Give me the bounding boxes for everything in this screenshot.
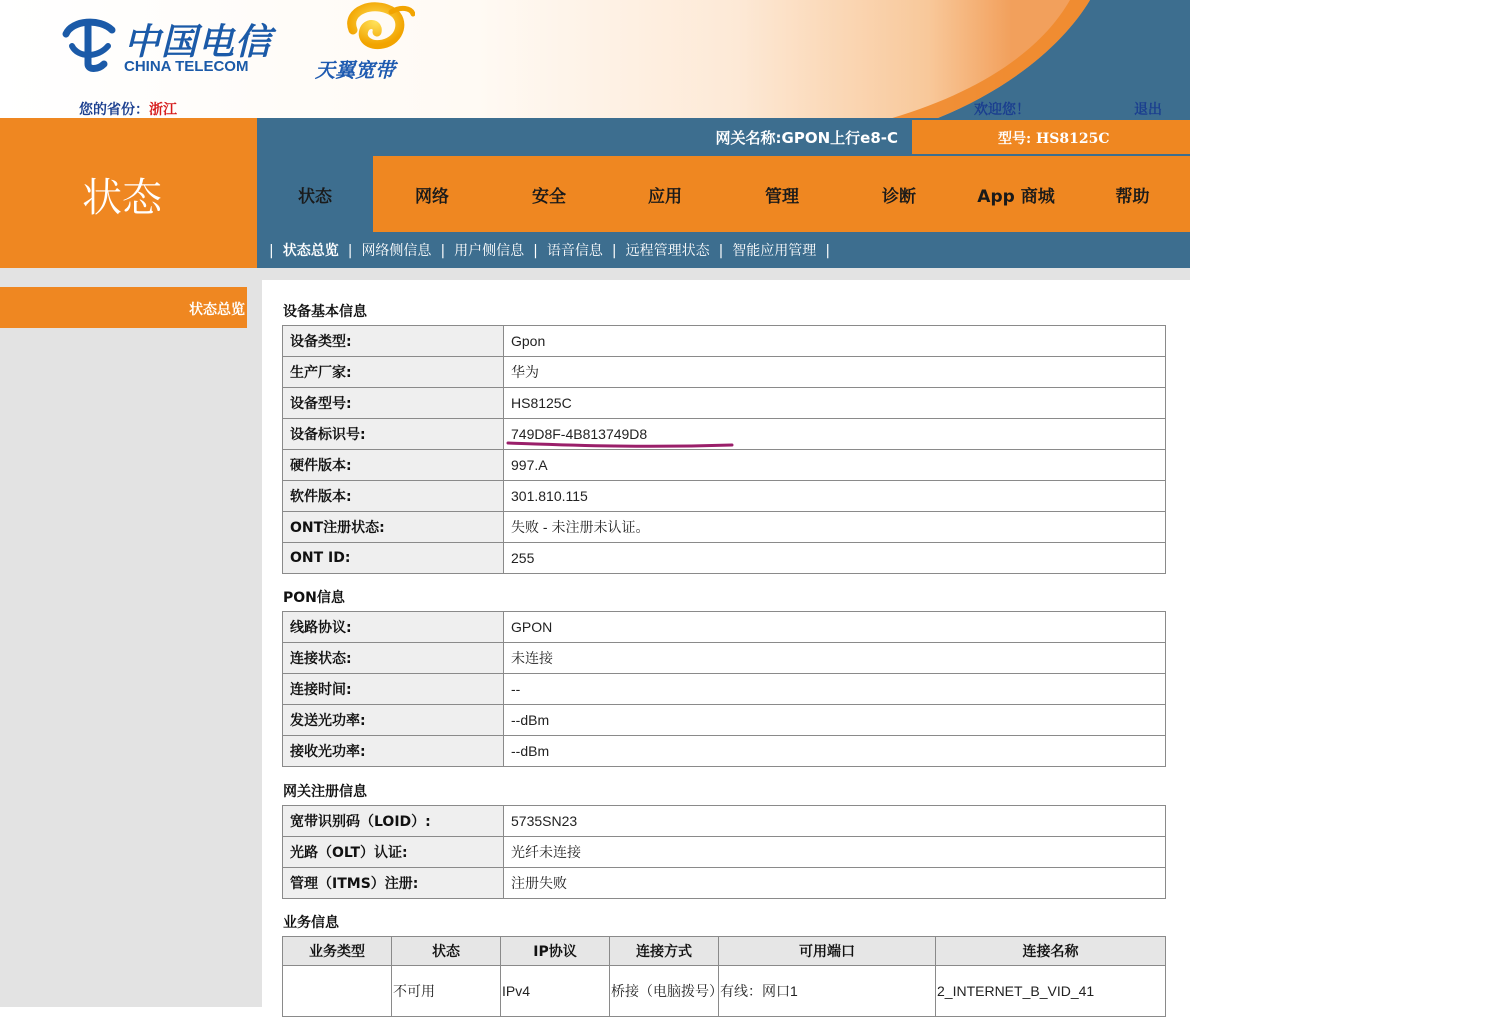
table-row <box>283 705 1166 736</box>
province-label: 您的省份： <box>79 102 149 118</box>
gateway-info-bar <box>257 118 1190 156</box>
sub-nav-separator: | <box>269 243 274 259</box>
table-row <box>283 388 1166 419</box>
field-label: 设备类型: <box>283 326 504 357</box>
field-value: 997.A <box>504 450 1166 481</box>
field-value: 255 <box>504 543 1166 574</box>
product-brand-text: 天翼宽带 <box>315 58 395 82</box>
table-cell: 有线：网口1 <box>719 966 936 1017</box>
table-row <box>283 966 1166 1017</box>
sub-nav-separator: | <box>718 243 724 259</box>
section-title-panel <box>0 118 257 268</box>
table-row <box>283 357 1166 388</box>
pon-info-title: PON信息 <box>283 590 345 606</box>
nav-tab-app-store[interactable]: App 商城 <box>977 186 1055 207</box>
nav-tab-diagnostics[interactable]: 诊断 <box>882 186 916 207</box>
sub-nav <box>257 232 1190 268</box>
field-label: 光路（OLT）认证: <box>283 837 504 868</box>
field-label: 连接时间: <box>283 674 504 705</box>
table-row <box>283 674 1166 705</box>
pon-info-table <box>282 611 1166 767</box>
field-value: 未连接 <box>504 643 1166 674</box>
table-cell: 2_INTERNET_B_VID_41 <box>936 966 1166 1017</box>
field-label: 接收光功率: <box>283 736 504 767</box>
table-cell <box>283 966 392 1017</box>
table-row <box>283 326 1166 357</box>
field-value: Gpon <box>504 326 1166 357</box>
sub-nav-separator: | <box>533 243 538 259</box>
sub-nav-separator: | <box>825 243 831 259</box>
province-value: 浙江 <box>149 102 177 118</box>
table-row <box>283 512 1166 543</box>
table-row <box>283 736 1166 767</box>
subnav-remote-mgmt[interactable]: 远程管理状态 <box>625 243 710 259</box>
nav-tab-apps[interactable]: 应用 <box>648 186 682 207</box>
table-row <box>283 612 1166 643</box>
field-label: 管理（ITMS）注册: <box>283 868 504 899</box>
field-label: ONT ID: <box>283 543 504 574</box>
nav-tab-network[interactable]: 网络 <box>415 186 449 207</box>
subnav-network-side[interactable]: 网络侧信息 <box>361 243 432 259</box>
field-value: 注册失败 <box>504 868 1166 899</box>
field-value: 749D8F-4B813749D8 <box>504 419 1166 450</box>
table-row <box>283 481 1166 512</box>
gateway-model: 型号: HS8125C <box>998 131 1110 147</box>
header-banner <box>0 0 1190 118</box>
field-value: 光纤未连接 <box>504 837 1166 868</box>
field-value: GPON <box>504 612 1166 643</box>
column-header: IP协议 <box>501 937 610 966</box>
gateway-model-box <box>912 120 1190 154</box>
table-cell: 不可用 <box>392 966 501 1017</box>
nav-tab-security[interactable]: 安全 <box>532 186 566 207</box>
field-label: 硬件版本: <box>283 450 504 481</box>
sidebar-item-overview[interactable] <box>0 287 247 328</box>
field-label: 连接状态: <box>283 643 504 674</box>
field-label: 设备型号: <box>283 388 504 419</box>
brand-name-cn: 中国电信 <box>124 21 273 63</box>
field-value: 失败 - 未注册未认证。 <box>504 512 1166 543</box>
service-info-table <box>282 936 1166 1017</box>
gateway-name: 网关名称:GPON上行e8-C <box>715 129 898 147</box>
field-value: -- <box>504 674 1166 705</box>
table-row <box>283 643 1166 674</box>
china-telecom-emblem-icon <box>58 12 120 74</box>
field-label: ONT注册状态: <box>283 512 504 543</box>
field-label: 发送光功率: <box>283 705 504 736</box>
field-label: 设备标识号: <box>283 419 504 450</box>
column-header: 连接方式 <box>610 937 719 966</box>
field-value: 华为 <box>504 357 1166 388</box>
column-header: 可用端口 <box>719 937 936 966</box>
gateway-reg-title: 网关注册信息 <box>283 784 367 800</box>
service-info-title: 业务信息 <box>283 915 339 931</box>
field-value: --dBm <box>504 736 1166 767</box>
left-sidebar <box>0 268 257 1007</box>
table-row <box>283 806 1166 837</box>
page-title: 状态 <box>82 175 162 221</box>
handwritten-underline-mark <box>506 439 734 451</box>
device-info-title: 设备基本信息 <box>283 304 367 320</box>
sub-nav-separator: | <box>611 243 617 259</box>
gateway-reg-table <box>282 805 1166 899</box>
header-wave-decoration <box>730 0 1190 118</box>
sub-nav-links <box>269 240 839 260</box>
field-value: --dBm <box>504 705 1166 736</box>
field-label: 线路协议: <box>283 612 504 643</box>
nav-tab-management[interactable]: 管理 <box>765 186 799 207</box>
table-row <box>283 837 1166 868</box>
field-value: 5735SN23 <box>504 806 1166 837</box>
table-header-row <box>283 937 1166 966</box>
subnav-smart-app[interactable]: 智能应用管理 <box>732 243 817 259</box>
sidebar-item-label: 状态总览 <box>189 302 245 318</box>
field-value: HS8125C <box>504 388 1166 419</box>
column-header: 状态 <box>392 937 501 966</box>
tianyi-swirl-icon <box>335 0 415 58</box>
table-row <box>283 543 1166 574</box>
field-label: 宽带识别码（LOID）: <box>283 806 504 837</box>
field-label: 生产厂家: <box>283 357 504 388</box>
nav-tab-status[interactable]: 状态 <box>257 156 373 232</box>
subnav-user-side[interactable]: 用户侧信息 <box>454 243 525 259</box>
field-value: 301.810.115 <box>504 481 1166 512</box>
table-cell: IPv4 <box>501 966 610 1017</box>
nav-tab-help[interactable]: 帮助 <box>1115 186 1150 207</box>
welcome-text: 欢迎您！ <box>974 102 1030 118</box>
subnav-voice[interactable]: 语音信息 <box>546 243 603 259</box>
sub-nav-separator: | <box>440 243 446 259</box>
table-row <box>283 868 1166 899</box>
table-row <box>283 450 1166 481</box>
brand-name-en: CHINA TELECOM <box>124 58 249 75</box>
main-nav <box>257 156 1190 232</box>
table-cell: 桥接（电脑拨号） <box>610 966 719 1017</box>
subnav-overview[interactable]: 状态总览 <box>282 243 339 259</box>
column-header: 连接名称 <box>936 937 1166 966</box>
sub-nav-separator: | <box>347 243 353 259</box>
field-label: 软件版本: <box>283 481 504 512</box>
province-indicator <box>79 99 177 118</box>
column-header: 业务类型 <box>283 937 392 966</box>
logout-link[interactable]: 退出 <box>1134 102 1162 118</box>
